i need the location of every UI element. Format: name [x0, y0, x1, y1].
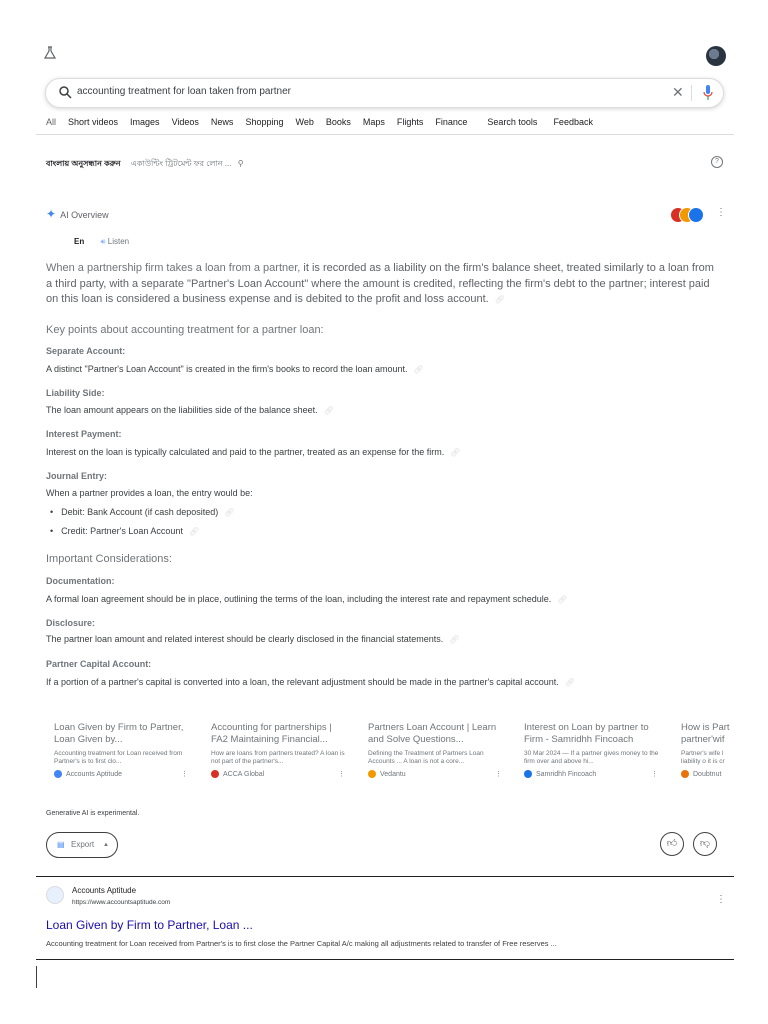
link-icon[interactable]: 🔗︎ [224, 508, 235, 517]
tab-videos[interactable]: Videos [171, 117, 199, 127]
card-source: ACCA Global [223, 770, 265, 778]
list-item [46, 507, 234, 517]
tab-flights[interactable]: Flights [396, 117, 424, 127]
search-icon [58, 85, 72, 99]
summary-highlight: it is recorded as a liability on the firm's balance sheet, treated similarly to a loan from a third party, with a separate "Partner's Loan Account" where the amount is credited, reflecting the firm's debt to the partner; interest paid on this loan is considered a business expense and is debited to the profit and loss account. [46, 262, 714, 305]
language-suggestion[interactable] [46, 158, 244, 171]
point-heading: Liability Side: [46, 388, 105, 398]
source-card[interactable] [524, 722, 664, 778]
card-title[interactable]: Partners Loan Account | Learn and Solve Questions... [368, 722, 497, 745]
card-title[interactable]: Loan Given by Firm to Partner, Loan Given by... [54, 722, 184, 745]
link-icon[interactable]: 🔗︎ [450, 448, 461, 457]
speaker-icon[interactable]: 🔊︎ [100, 237, 106, 246]
source-card[interactable] [681, 722, 736, 778]
link-icon[interactable]: 🔗︎ [449, 635, 460, 644]
card-snippet: Accounting treatment for Loan received from Partner's is to first clo... [54, 750, 183, 765]
point-text-content: The partner loan amount and related interest should be clearly disclosed in the financial statements. [46, 634, 444, 644]
search-input[interactable]: accounting treatment for loan taken from partner [77, 86, 292, 97]
card-source: Samridhh Fincoach [536, 770, 597, 778]
source-card[interactable] [54, 722, 194, 778]
point-heading: Disclosure: [46, 618, 96, 628]
bengali-query[interactable]: একাউন্টিং ট্রিটমেন্ট ফর লোন ... [130, 159, 232, 168]
more-options-icon[interactable]: ⋮ [495, 771, 502, 778]
tab-images[interactable]: Images [130, 117, 160, 127]
source-card[interactable] [368, 722, 508, 778]
tab-web[interactable]: Web [295, 117, 314, 127]
point-heading: Documentation: [46, 576, 115, 586]
result-snippet: Accounting treatment for Loan received from Partner's is to first close the Partner Capital A/c making all adjustments related to transfer of Free reserves ... [46, 939, 557, 948]
point-text [46, 634, 459, 644]
point-heading: Separate Account: [46, 346, 126, 356]
tab-all[interactable]: All [46, 117, 57, 127]
bengali-search-label[interactable]: বাংলায় অনুসন্ধান করুন [46, 159, 121, 168]
link-icon[interactable]: 🔗︎ [188, 527, 200, 536]
tab-books[interactable]: Books [325, 117, 351, 127]
card-snippet: Defining the Treatment of Partners Loan Accounts ... A loan is not a core... [368, 750, 484, 765]
link-icon[interactable]: 🔗︎ [323, 406, 334, 415]
clear-icon[interactable]: ✕ [672, 84, 684, 100]
thumbs-up-icon[interactable]: 👍︎ [660, 832, 684, 856]
favicon-icon [681, 770, 689, 778]
favicon-icon[interactable] [46, 886, 64, 904]
result-title-link[interactable]: Loan Given by Firm to Partner, Loan ... [46, 918, 253, 932]
link-icon[interactable]: 🔗︎ [494, 295, 505, 304]
favicon-icon [211, 770, 219, 778]
source-avatar [688, 207, 704, 223]
summary-lead: When a partnership firm takes a loan from a partner, [46, 262, 301, 274]
result-url[interactable]: https://www.accountsaptitude.com [72, 899, 171, 906]
point-text: When a partner provides a loan, the entry would be: [46, 488, 253, 498]
more-options-icon[interactable]: ⋮ [338, 771, 345, 778]
export-label: Export [71, 840, 95, 849]
search-tabs [46, 117, 605, 131]
point-text-content: The loan amount appears on the liabilities side of the balance sheet. [46, 405, 318, 415]
point-heading: Partner Capital Account: [46, 659, 152, 669]
favicon-icon [54, 770, 62, 778]
point-heading: Interest Payment: [46, 429, 122, 439]
list-item [46, 526, 199, 536]
chevron-up-icon: ▲ [103, 842, 109, 848]
text-cursor [36, 966, 37, 988]
ai-summary [46, 261, 722, 308]
tab-short-videos[interactable]: Short videos [68, 117, 119, 127]
source-cards [46, 722, 736, 792]
listen-button[interactable]: Listen [107, 237, 130, 246]
link-icon[interactable]: 🔗︎ [564, 678, 575, 687]
point-text-content: A distinct "Partner's Loan Account" is created in the firm's books to record the loan amount. [46, 364, 408, 374]
labs-flask-icon[interactable] [44, 46, 58, 62]
language-toggle[interactable]: En [74, 237, 85, 246]
list-item-text: Debit: Bank Account (if cash deposited) [61, 507, 219, 517]
sparkle-icon: ✦ [46, 207, 57, 221]
source-avatars[interactable] [670, 207, 702, 221]
link-icon[interactable]: 🔗︎ [557, 595, 568, 604]
ai-overview-title: AI Overview [60, 210, 109, 220]
tab-shopping[interactable]: Shopping [245, 117, 284, 127]
point-text [46, 405, 334, 415]
card-source: Vedantu [380, 770, 406, 778]
point-text-content: A formal loan agreement should be in place, outlining the terms of the loan, including the interest rate and repayment schedule. [46, 594, 552, 604]
point-text-content: If a portion of a partner's capital is converted into a loan, the relevant adjustment should be made in the partner's capital account. [46, 677, 559, 687]
more-options-icon[interactable]: ⋮ [716, 207, 726, 218]
more-options-icon[interactable]: ⋮ [716, 894, 726, 905]
more-options-icon[interactable]: ⋮ [181, 771, 188, 778]
divider [691, 85, 692, 101]
favicon-icon [368, 770, 376, 778]
card-title[interactable]: Interest on Loan by partner to Firm - Samridhh Fincoach [524, 722, 649, 745]
language-listen-row [74, 237, 129, 247]
key-points-title: Key points about accounting treatment for a partner loan: [46, 324, 324, 336]
export-button[interactable] [46, 832, 118, 858]
divider [36, 876, 734, 877]
search-icon: ⚲ [237, 159, 244, 168]
point-text-content: Interest on the loan is typically calculated and paid to the partner, treated as an expense for the firm. [46, 447, 445, 457]
tab-maps[interactable]: Maps [362, 117, 385, 127]
point-heading: Journal Entry: [46, 471, 108, 481]
tab-news[interactable]: News [210, 117, 234, 127]
card-snippet: Partner's wife l liability o it is cr [681, 750, 725, 765]
export-icon: ▤ [57, 840, 65, 849]
card-title[interactable]: How is Part partner'wif [681, 722, 730, 745]
considerations-title: Important Considerations: [46, 553, 172, 565]
source-card[interactable] [211, 722, 351, 778]
tab-finance[interactable]: Finance [435, 117, 468, 127]
tab-feedback[interactable]: Feedback [553, 117, 593, 127]
card-source: Doubtnut [693, 770, 722, 778]
card-source: Accounts Aptitude [66, 770, 123, 778]
list-item-text: Credit: Partner's Loan Account [61, 526, 183, 536]
ai-overview-header [46, 207, 109, 221]
link-icon[interactable]: 🔗︎ [413, 365, 424, 374]
point-text [46, 364, 424, 374]
point-text [46, 594, 567, 604]
favicon-icon [524, 770, 532, 778]
account-avatar[interactable] [706, 46, 726, 66]
more-options-icon[interactable]: ⋮ [651, 771, 658, 778]
card-snippet: 30 Mar 2024 — If a partner gives money to the firm over and above hi... [524, 750, 659, 765]
tab-search-tools[interactable]: Search tools [487, 117, 538, 127]
divider [36, 959, 734, 960]
help-icon[interactable]: ? [711, 156, 723, 168]
point-text [46, 447, 460, 457]
card-title[interactable]: Accounting for partnerships | FA2 Maintaining Financial... [211, 722, 332, 745]
divider [36, 134, 734, 135]
card-snippet: How are loans from partners treated? A loan is not part of the partner's... [211, 750, 345, 765]
result-site-name[interactable]: Accounts Aptitude [72, 886, 137, 895]
thumbs-down-icon[interactable]: 👎︎ [693, 832, 717, 856]
search-box[interactable] [45, 78, 724, 108]
ai-disclaimer: Generative AI is experimental. [46, 810, 140, 817]
point-text [46, 677, 575, 687]
microphone-icon[interactable] [702, 84, 714, 102]
